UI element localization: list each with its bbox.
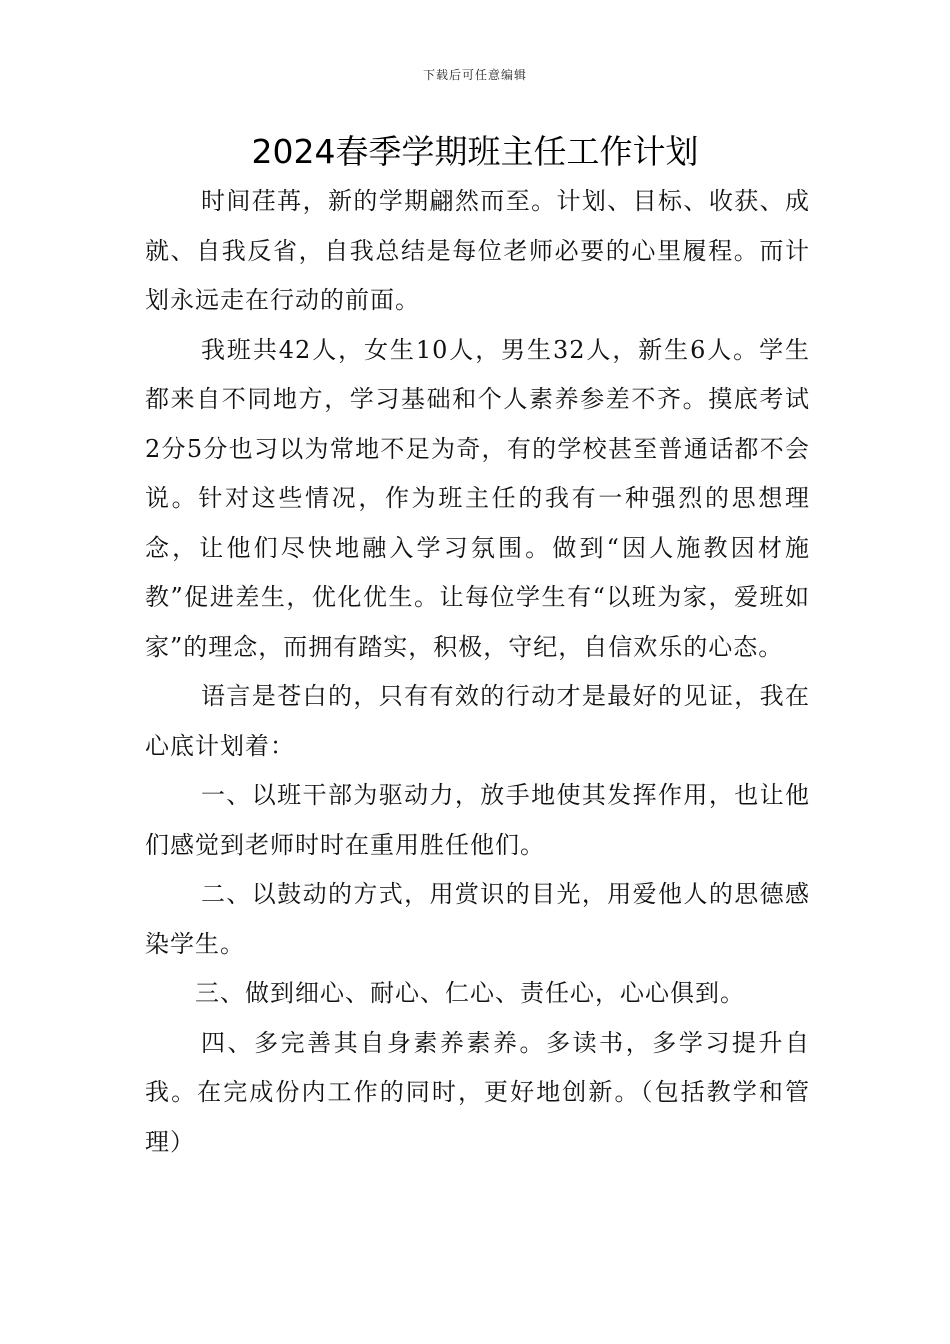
paragraph-plan-lead: 语言是苍白的，只有有效的行动才是最好的见证，我在心底计划着： — [145, 682, 810, 760]
paragraph-point-1: 一、以班干部为驱动力，放手地使其发挥作用，也让他们感觉到老师时时在重用胜任他们。 — [145, 781, 810, 859]
paragraph-class-overview: 我班共42人，女生10人，男生32人，新生6人。学生都来自不同地方，学习基础和个人素养参差不齐。摸底考试2分5分也习以为常地不足为奇，有的学校甚至普通话都不会说。针对这些情况，作为班主任的我有一种强烈的思想理念，让他们尽快地融入学习氛围。做到“因人施教因材施教”促进差生，优化优生。让每位学生有“以班为家，爱班如家”的理念，而拥有踏实，积极，守纪，自信欢乐的心态。 — [145, 335, 810, 661]
paragraph-point-4: 四、多完善其自身素养素养。多读书，多学习提升自我。在完成份内工作的同时，更好地创新。（包括教学和管理） — [145, 1028, 810, 1156]
header-note: 下载后可任意编辑 — [422, 68, 527, 82]
paragraph-point-2: 二、以鼓动的方式，用赏识的目光，用爱他人的思德感染学生。 — [145, 880, 810, 958]
document-title: 2024春季学期班主任工作计划 — [251, 132, 699, 171]
paragraph-point-3: 三、做到细心、耐心、仁心、责任心，心心俱到。 — [195, 979, 745, 1007]
paragraph-intro: 时间荏苒，新的学期翩然而至。计划、目标、收获、成就、自我反省，自我总结是每位老师必要的心里履程。而计划永远走在行动的前面。 — [145, 187, 810, 314]
document-body — [145, 177, 810, 1167]
